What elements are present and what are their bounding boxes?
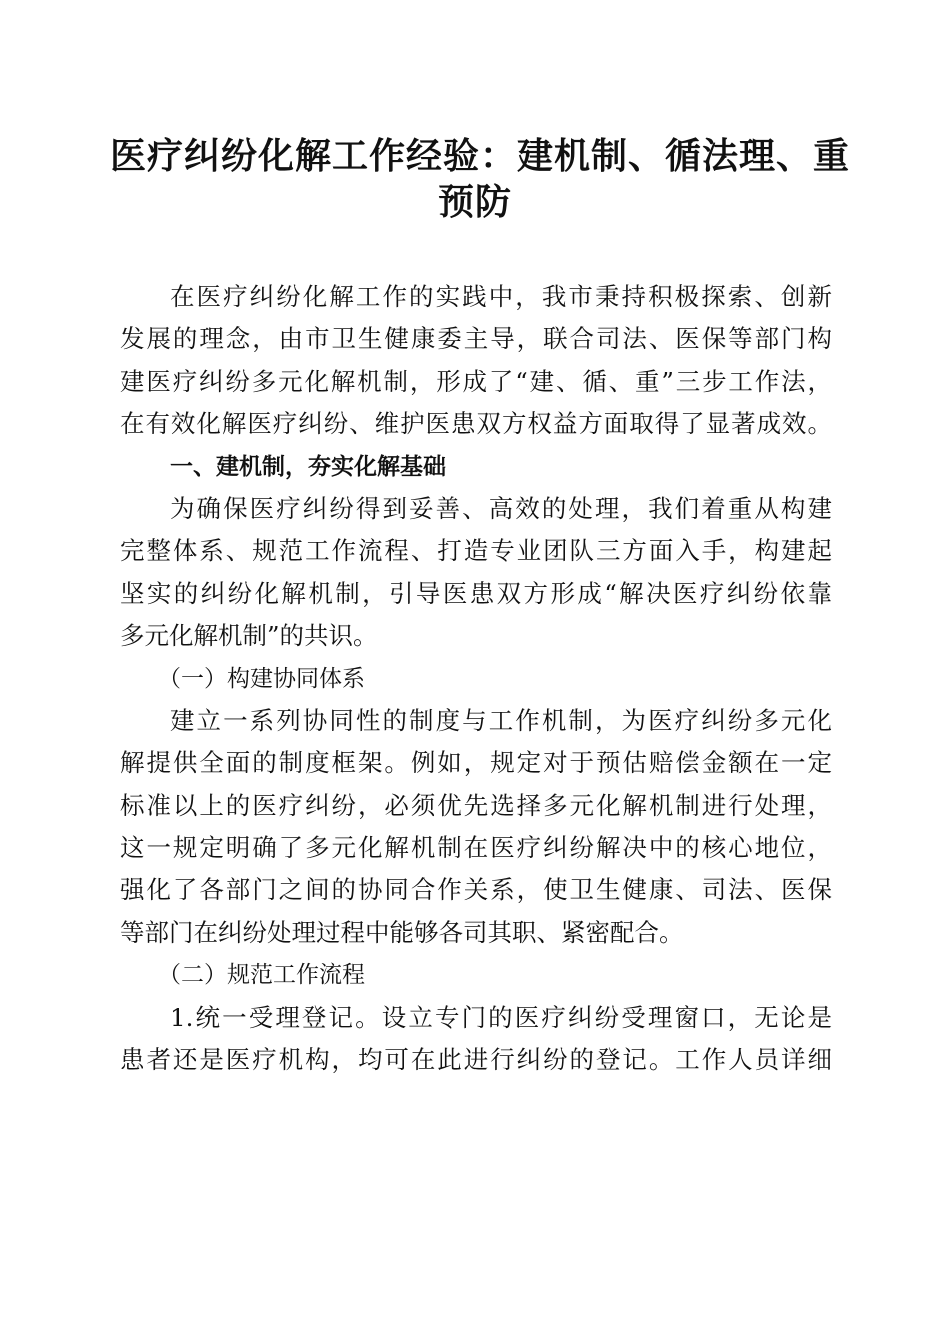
title-line-1: 医疗纠纷化解工作经验：建机制、循法理、重 [110, 136, 851, 177]
paragraph-line: 建立一系列协同性的制度与工作机制，为医疗纠纷多元化 [170, 705, 832, 735]
paragraph-line: 在有效化解医疗纠纷、维护医患双方权益方面取得了显著成效。 [120, 409, 832, 439]
subsection-heading: （二）规范工作流程 [158, 962, 365, 989]
sub2-paragraph [120, 997, 832, 1082]
sub1-paragraph [120, 700, 832, 954]
subsection-heading: （一）构建协同体系 [158, 665, 365, 692]
paragraph-line: 建医疗纠纷多元化解机制，形成了“建、循、重”三步工作法， [120, 366, 832, 396]
section-heading: 一、建机制，夯实化解基础 [170, 453, 446, 480]
document-title [110, 134, 851, 226]
paragraph-line: 1.统一受理登记。设立专门的医疗纠纷受理窗口，无论是 [170, 1002, 832, 1032]
paragraph-line: 在医疗纠纷化解工作的实践中，我市秉持积极探索、创新 [170, 282, 832, 311]
paragraph-line: 为确保医疗纠纷得到妥善、高效的处理，我们着重从构建 [170, 493, 832, 523]
paragraph-line: 多元化解机制”的共识。 [120, 621, 378, 651]
paragraph-line: 解提供全面的制度框架。例如，规定对于预估赔偿金额在一定 [120, 748, 832, 778]
paragraph-line: 患者还是医疗机构，均可在此进行纠纷的登记。工作人员详细 [120, 1045, 832, 1075]
document-body [120, 276, 832, 1081]
paragraph-line: 等部门在纠纷处理过程中能够各司其职、紧密配合。 [120, 917, 684, 947]
paragraph-line: 强化了各部门之间的协同合作关系，使卫生健康、司法、医保 [120, 875, 832, 905]
paragraph-line: 完整体系、规范工作流程、打造专业团队三方面入手，构建起 [120, 536, 832, 566]
paragraph-line: 坚实的纠纷化解机制，引导医患双方形成“解决医疗纠纷依靠 [120, 578, 832, 608]
section1-paragraph [120, 488, 832, 658]
paragraph-line: 发展的理念，由市卫生健康委主导，联合司法、医保等部门构 [120, 324, 832, 354]
intro-paragraph [120, 276, 832, 446]
paragraph-line: 标准以上的医疗纠纷，必须优先选择多元化解机制进行处理， [120, 790, 832, 820]
paragraph-line: 这一规定明确了多元化解机制在医疗纠纷解决中的核心地位， [120, 833, 832, 863]
title-line-2: 预防 [437, 182, 512, 223]
